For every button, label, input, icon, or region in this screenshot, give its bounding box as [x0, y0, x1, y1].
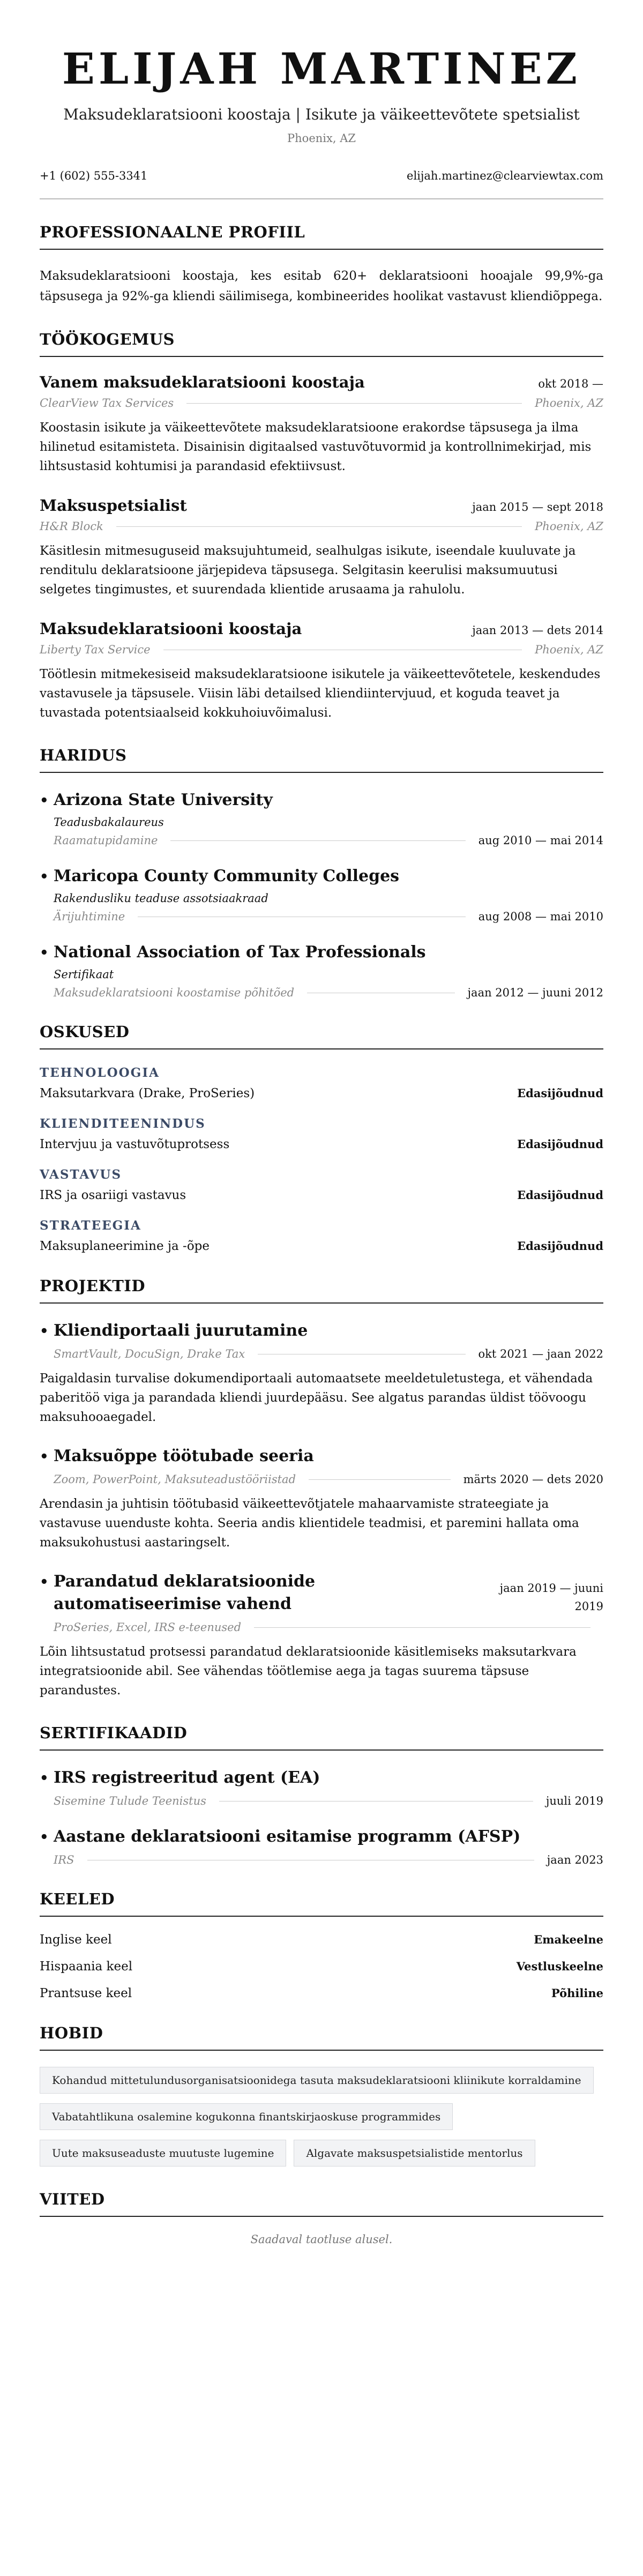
section-title-hobbies: HOBID [40, 2024, 603, 2051]
experience-section [40, 330, 603, 723]
certifications-section [40, 1724, 603, 1866]
certification-title: Aastane deklaratsiooni esitamise programm (AFSP) [54, 1827, 521, 1846]
bullet-icon: • [40, 945, 49, 961]
skills-section [40, 1023, 603, 1253]
language-row [40, 1933, 603, 1947]
section-title-skills: OSKUSED [40, 1023, 603, 1049]
section-title-profile: PROFESSIONAALNE PROFIIL [40, 223, 603, 250]
profile-text: Maksudeklaratsiooni koostaja, kes esitab 620+ deklaratsiooni hooajale 99,9%-ga täpsusega ja 92%-ga kliendi säilimisega, kombineerides hoolikat vastavust kliendiõppega. [40, 269, 603, 303]
project-tools: SmartVault, DocuSign, Drake Tax [54, 1347, 245, 1360]
school-name: Arizona State University [54, 791, 273, 809]
job-company: H&R Block [40, 520, 103, 533]
job-title: Maksuspetsialist [40, 496, 187, 515]
language-row [40, 1986, 603, 2000]
section-title-experience: TÖÖKOGEMUS [40, 330, 603, 357]
job-entry [40, 620, 603, 723]
education-dates: aug 2008 — mai 2010 [478, 910, 603, 923]
job-title: Maksudeklaratsiooni koostaja [40, 620, 302, 638]
skill-name: Intervjuu ja vastuvõtuprotsess [40, 1137, 230, 1151]
job-description: Koostasin isikute ja väikeettevõtete maksudeklaratsioone erakordse täpsusega ja ilma hilinetud esitamisteta. Disainisin digitaalsed vastuvõtuvormid ja kontrollnimekirjad, mis lihtsustasid kohtumisi ja parandasid efektiivsust. [40, 421, 592, 473]
email-address[interactable]: elijah.martinez@clearviewtax.com [407, 169, 603, 182]
bullet-icon: • [40, 1449, 49, 1465]
skill-name: IRS ja osariigi vastavus [40, 1188, 186, 1202]
bullet-icon: • [40, 869, 49, 885]
degree-name: Sertifikaat [54, 968, 114, 981]
resume-page [40, 0, 603, 2576]
school-name: National Association of Tax Professionals [54, 943, 426, 962]
certification-issuer: IRS [54, 1853, 74, 1866]
references-section [40, 2190, 603, 2246]
job-location: Phoenix, AZ [535, 397, 603, 410]
education-entry [40, 865, 603, 923]
language-name: Hispaania keel [40, 1960, 133, 1974]
job-location: Phoenix, AZ [535, 520, 603, 533]
education-dates: aug 2010 — mai 2014 [478, 834, 603, 847]
language-name: Prantsuse keel [40, 1986, 132, 2000]
skill-level: Edasijõudnud [517, 1239, 603, 1253]
language-name: Inglise keel [40, 1933, 112, 1947]
education-entry [40, 789, 603, 847]
hobby-chip: Vabatahtlikuna osalemine kogukonna finantskirjaoskuse programmides [40, 2103, 453, 2130]
language-level: Emakeelne [534, 1933, 603, 1946]
section-title-languages: KEELED [40, 1890, 603, 1917]
skill-category: TEHNOLOOGIA [40, 1066, 160, 1080]
hobbies-section [40, 2024, 603, 2166]
section-title-projects: PROJEKTID [40, 1277, 603, 1304]
project-description: Arendasin ja juhtisin töötubasid väikeettevõtjatele mahaarvamiste strateegiate ja vastavuse uuenduste kohta. Seeria andis klientidele teadmisi, et paremini hallata oma maksukohustusi aastaringselt. [40, 1497, 579, 1550]
section-title-certifications: SERTIFIKAADID [40, 1724, 603, 1751]
leader-line [170, 840, 465, 841]
bullet-icon: • [40, 1323, 49, 1339]
hobby-chip: Kohandud mittetulundusorganisatsioonidega tasuta maksudeklaratsiooni kliinikute korraldamine [40, 2067, 594, 2094]
job-dates: jaan 2015 — sept 2018 [472, 501, 603, 513]
project-dates: märts 2020 — dets 2020 [463, 1473, 603, 1486]
project-entry [40, 1570, 603, 1700]
job-description: Töötlesin mitmekesiseid maksudeklaratsioone isikutele ja väikeettevõtetele, keskendudes vastavusele ja täpsusele. Viisin läbi detailsed kliendiintervjuud, et koguda teavet ja tuvastada potentsiaalseid kokkuhoiuvõimalusi. [40, 667, 601, 720]
school-name: Maricopa County Community Colleges [54, 867, 400, 885]
certification-entry [40, 1826, 603, 1866]
bullet-icon: • [40, 793, 49, 809]
job-entry [40, 496, 603, 599]
profile-section [40, 223, 603, 307]
skill-group [40, 1116, 603, 1151]
skill-group [40, 1218, 603, 1253]
skill-group [40, 1167, 603, 1202]
job-dates: jaan 2013 — dets 2014 [472, 624, 603, 637]
skill-level: Edasijõudnud [517, 1137, 603, 1151]
bullet-icon: • [40, 1829, 49, 1845]
education-section [40, 746, 603, 999]
projects-section [40, 1277, 603, 1700]
project-title: Kliendiportaali juurutamine [54, 1321, 308, 1340]
languages-section [40, 1890, 603, 2000]
certification-date: jaan 2023 [547, 1853, 603, 1866]
job-location: Phoenix, AZ [535, 643, 603, 656]
section-title-references: VIITED [40, 2190, 603, 2217]
leader-line [116, 526, 522, 527]
hobby-list [40, 2067, 603, 2166]
candidate-name: ELIJAH MARTINEZ [62, 43, 581, 94]
study-field: Maksudeklaratsiooni koostamise põhitõed [54, 986, 295, 999]
job-title: Vanem maksudeklaratsiooni koostaja [40, 373, 365, 391]
skill-category: VASTAVUS [40, 1167, 122, 1182]
project-entry [40, 1320, 603, 1427]
bullet-icon: • [40, 1574, 49, 1590]
leader-line [309, 1479, 451, 1480]
phone-number[interactable]: +1 (602) 555-3341 [40, 169, 148, 182]
degree-name: Teadusbakalaureus [54, 816, 164, 829]
certification-title: IRS registreeritud agent (EA) [54, 1768, 320, 1787]
hobby-chip: Algavate maksuspetsialistide mentorlus [294, 2140, 535, 2166]
language-row [40, 1960, 603, 1974]
education-dates: jaan 2012 — juuni 2012 [467, 986, 603, 999]
certification-date: juuli 2019 [545, 1795, 603, 1807]
certification-issuer: Sisemine Tulude Teenistus [54, 1795, 206, 1807]
skill-level: Edasijõudnud [517, 1188, 603, 1202]
hobby-chip: Uute maksuseaduste muutuste lugemine [40, 2140, 286, 2166]
leader-line [186, 403, 522, 404]
certification-entry [40, 1767, 603, 1807]
skill-name: Maksutarkvara (Drake, ProSeries) [40, 1086, 255, 1100]
candidate-location: Phoenix, AZ [287, 132, 356, 145]
job-subtitle: Maksudeklaratsiooni koostaja | Isikute ja väikeettevõtete spetsialist [63, 106, 580, 123]
project-description: Paigaldasin turvalise dokumendiportaali automaatsete meeldetuletustega, et vähendada paberitöö viga ja parandada kliendi juurdepääsu. See algatus parandas üldist töövoogu maksuhooaegadel. [40, 1372, 593, 1424]
language-level: Vestluskeelne [516, 1960, 603, 1973]
job-company: Liberty Tax Service [40, 643, 151, 656]
skill-category: STRATEEGIA [40, 1218, 141, 1233]
education-entry [40, 941, 603, 999]
project-entry [40, 1445, 603, 1552]
job-description: Käsitlesin mitmesuguseid maksujuhtumeid, sealhulgas isikute, iseendale kuuluvate ja renditulu deklaratsioone järjepideva täpsusega. Selgitasin keerulisi maksumuutusi selgetes tingimustes, et suurendada klientide arusaama ja rahulolu. [40, 544, 576, 597]
skill-level: Edasijõudnud [517, 1086, 603, 1100]
project-description: Lõin lihtsustatud protsessi parandatud deklaratsioonide käsitlemiseks maksutarkvara integratsioonide abil. See vähendas töötlemise aega ja tagas suurema täpsuse parandustes. [40, 1645, 577, 1698]
project-title: Parandatud deklaratsioonide automatiseerimise vahend [54, 1572, 316, 1613]
project-title: Maksuõppe töötubade seeria [54, 1447, 314, 1465]
degree-name: Rakendusliku teaduse assotsiaakraad [54, 892, 268, 905]
skill-category: KLIENDITEENINDUS [40, 1116, 206, 1131]
section-title-education: HARIDUS [40, 746, 603, 773]
skill-group [40, 1066, 603, 1100]
leader-line [254, 1627, 590, 1628]
study-field: Ärijuhtimine [54, 910, 125, 923]
skill-name: Maksuplaneerimine ja -õpe [40, 1239, 210, 1253]
contact-row [40, 169, 603, 199]
job-dates: okt 2018 — [538, 377, 603, 390]
study-field: Raamatupidamine [54, 834, 158, 847]
job-entry [40, 373, 603, 476]
project-tools: ProSeries, Excel, IRS e-teenused [54, 1621, 242, 1634]
references-text: Saadaval taotluse alusel. [250, 2233, 393, 2246]
job-company: ClearView Tax Services [40, 397, 174, 410]
project-tools: Zoom, PowerPoint, Maksuteadustööriistad [54, 1473, 296, 1486]
language-level: Põhiline [551, 1986, 603, 2000]
project-dates: okt 2021 — jaan 2022 [478, 1347, 603, 1360]
project-dates: jaan 2019 — juuni 2019 [499, 1582, 603, 1613]
bullet-icon: • [40, 1770, 49, 1786]
